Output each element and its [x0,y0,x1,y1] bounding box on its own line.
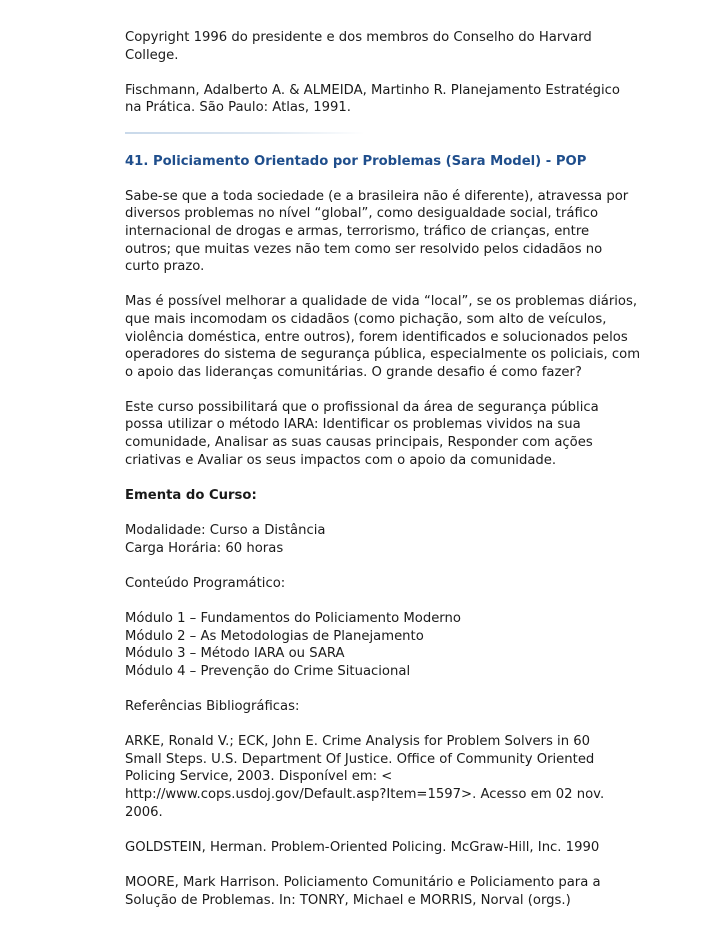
reference-goldstein: GOLDSTEIN, Herman. Problem-Oriented Policing. McGraw-Hill, Inc. 1990 [125,839,600,855]
modalidade: Modalidade: Curso a Distância [125,523,326,539]
module-item: Módulo 2 – As Metodologias de Planejamento [125,628,424,644]
carga-horaria: Carga Horária: 60 horas [125,540,284,556]
ementa-title: Ementa do Curso: [125,487,257,503]
module-item: Módulo 4 – Prevenção do Crime Situacional [125,663,411,679]
conteudo-label: Conteúdo Programático: [125,575,286,591]
document-page [125,29,665,909]
paragraph-curso: Este curso possibilitará que o profissional da área de segurança pública possa utilizar o método IARA: Identificar os problemas vividos na sua comunidade, Analisar as suas causas principais, Responder com ações criativas e Avaliar os seus impactos com o apoio da comunidade. [125,399,599,468]
section-divider [125,132,365,134]
refs-label: Referências Bibliográficas: [125,698,300,714]
module-item: Módulo 1 – Fundamentos do Policiamento Moderno [125,611,461,626]
paragraph-local: Mas é possível melhorar a qualidade de vida “local”, se os problemas diários, que mais incomodam os cidadãos (como pichação, som alto de veículos, violência doméstica, entre outros), forem identificados e solucionados pelos operadores do sistema de segurança pública, especialmente os policiais, com o apoio das lideranças comunitárias. O grande desafio é como fazer? [125,294,641,380]
section-title: 41. Policiamento Orientado por Problemas (Sara Model) - POP [125,153,587,169]
course-details [125,522,665,557]
paragraph-intro: Sabe-se que a toda sociedade (e a brasileira não é diferente), atravessa por diversos problemas no nível “global”, como desigualdade social, tráfico internacional de drogas e armas, terrorismo, tráfico de crianças, entre outros; que muitas vezes não tem como ser resolvido pelos cidadãos no curto prazo. [125,188,629,275]
module-list [125,610,665,680]
reference-harvard: Copyright 1996 do presidente e dos membros do Conselho do Harvard College. [125,30,592,63]
module-item: Módulo 3 – Método IARA ou SARA [125,646,345,662]
reference-fischmann: Fischmann, Adalberto A. & ALMEIDA, Martinho R. Planejamento Estratégico na Prática. São Paulo: Atlas, 1991. [125,82,620,116]
reference-moore: MOORE, Mark Harrison. Policiamento Comunitário e Policiamento para a Solução de Problemas. In: TONRY, Michael e MORRIS, Norval (orgs.) [125,874,601,908]
reference-arke: ARKE, Ronald V.; ECK, John E. Crime Analysis for Problem Solvers in 60 Small Steps. U.S. Department Of Justice. Office of Community Oriented Policing Service, 2003. Disponível em: < http://www.cops.usdoj.gov/Default.asp?Item=1597>. Acesso em 02 nov. 2006. [125,734,605,820]
